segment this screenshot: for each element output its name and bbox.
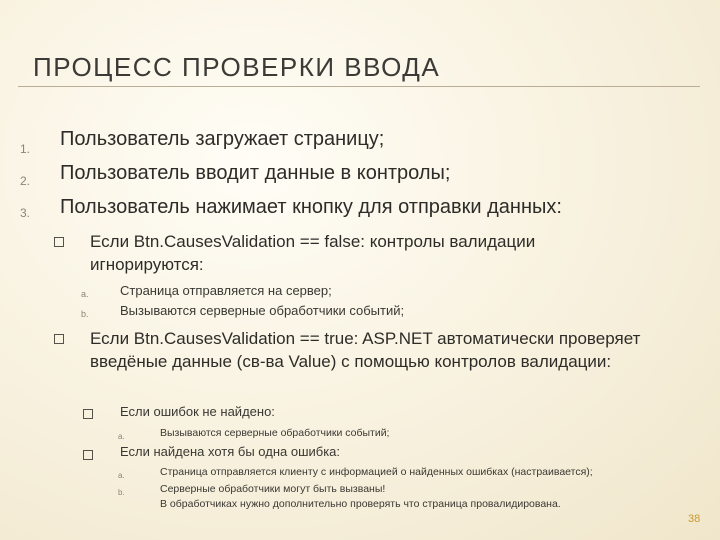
has-errors-item-a: Страница отправляется клиенту с информацией о найденных ошибках (настраивается); <box>160 466 593 478</box>
bullet-box-icon <box>54 334 64 344</box>
step-number-2: 2. <box>20 174 31 188</box>
bullet-box-icon <box>54 237 64 247</box>
step-number-1: 1. <box>20 142 31 156</box>
step-text-2: Пользователь вводит данные в контролы; <box>60 162 451 184</box>
has-errors-note: В обработчиках нужно дополнительно проверять что страница провалидирована. <box>160 498 561 510</box>
page-title: ПРОЦЕСС ПРОВЕРКИ ВВОДА <box>33 52 441 82</box>
has-errors-item-a-letter: a. <box>118 471 125 480</box>
has-errors-text: Если найдена хотя бы одна ошибка: <box>120 444 341 459</box>
no-errors-item-a-letter: a. <box>118 432 125 441</box>
title-divider <box>18 86 700 87</box>
bullet-box-icon <box>83 450 93 460</box>
case-true-text: Если Btn.CausesValidation == true: ASP.NET автоматически проверяет введёные данные (св-ва Value) с помощью контролов валидации: <box>90 329 641 371</box>
case-false-text: Если Btn.CausesValidation == false: контролы валидации игнорируются: <box>90 232 536 274</box>
case-false-item-a: Страница отправляется на сервер; <box>120 283 332 298</box>
step-text-1: Пользователь загружает страницу; <box>60 128 385 150</box>
step-number-3: 3. <box>20 206 31 220</box>
no-errors-item-a: Вызываются серверные обработчики событий; <box>160 427 390 439</box>
has-errors-item-b-letter: b. <box>118 488 125 497</box>
page-number: 38 <box>688 513 701 525</box>
case-false-item-b-letter: b. <box>81 309 89 319</box>
bullet-box-icon <box>83 409 93 419</box>
case-false-item-b: Вызываются серверные обработчики событий; <box>120 303 405 318</box>
step-text-3: Пользователь нажимает кнопку для отправки данных: <box>60 196 562 218</box>
case-false-item-a-letter: a. <box>81 289 89 299</box>
no-errors-text: Если ошибок не найдено: <box>120 404 275 419</box>
has-errors-item-b: Серверные обработчики могут быть вызваны! <box>160 483 386 495</box>
